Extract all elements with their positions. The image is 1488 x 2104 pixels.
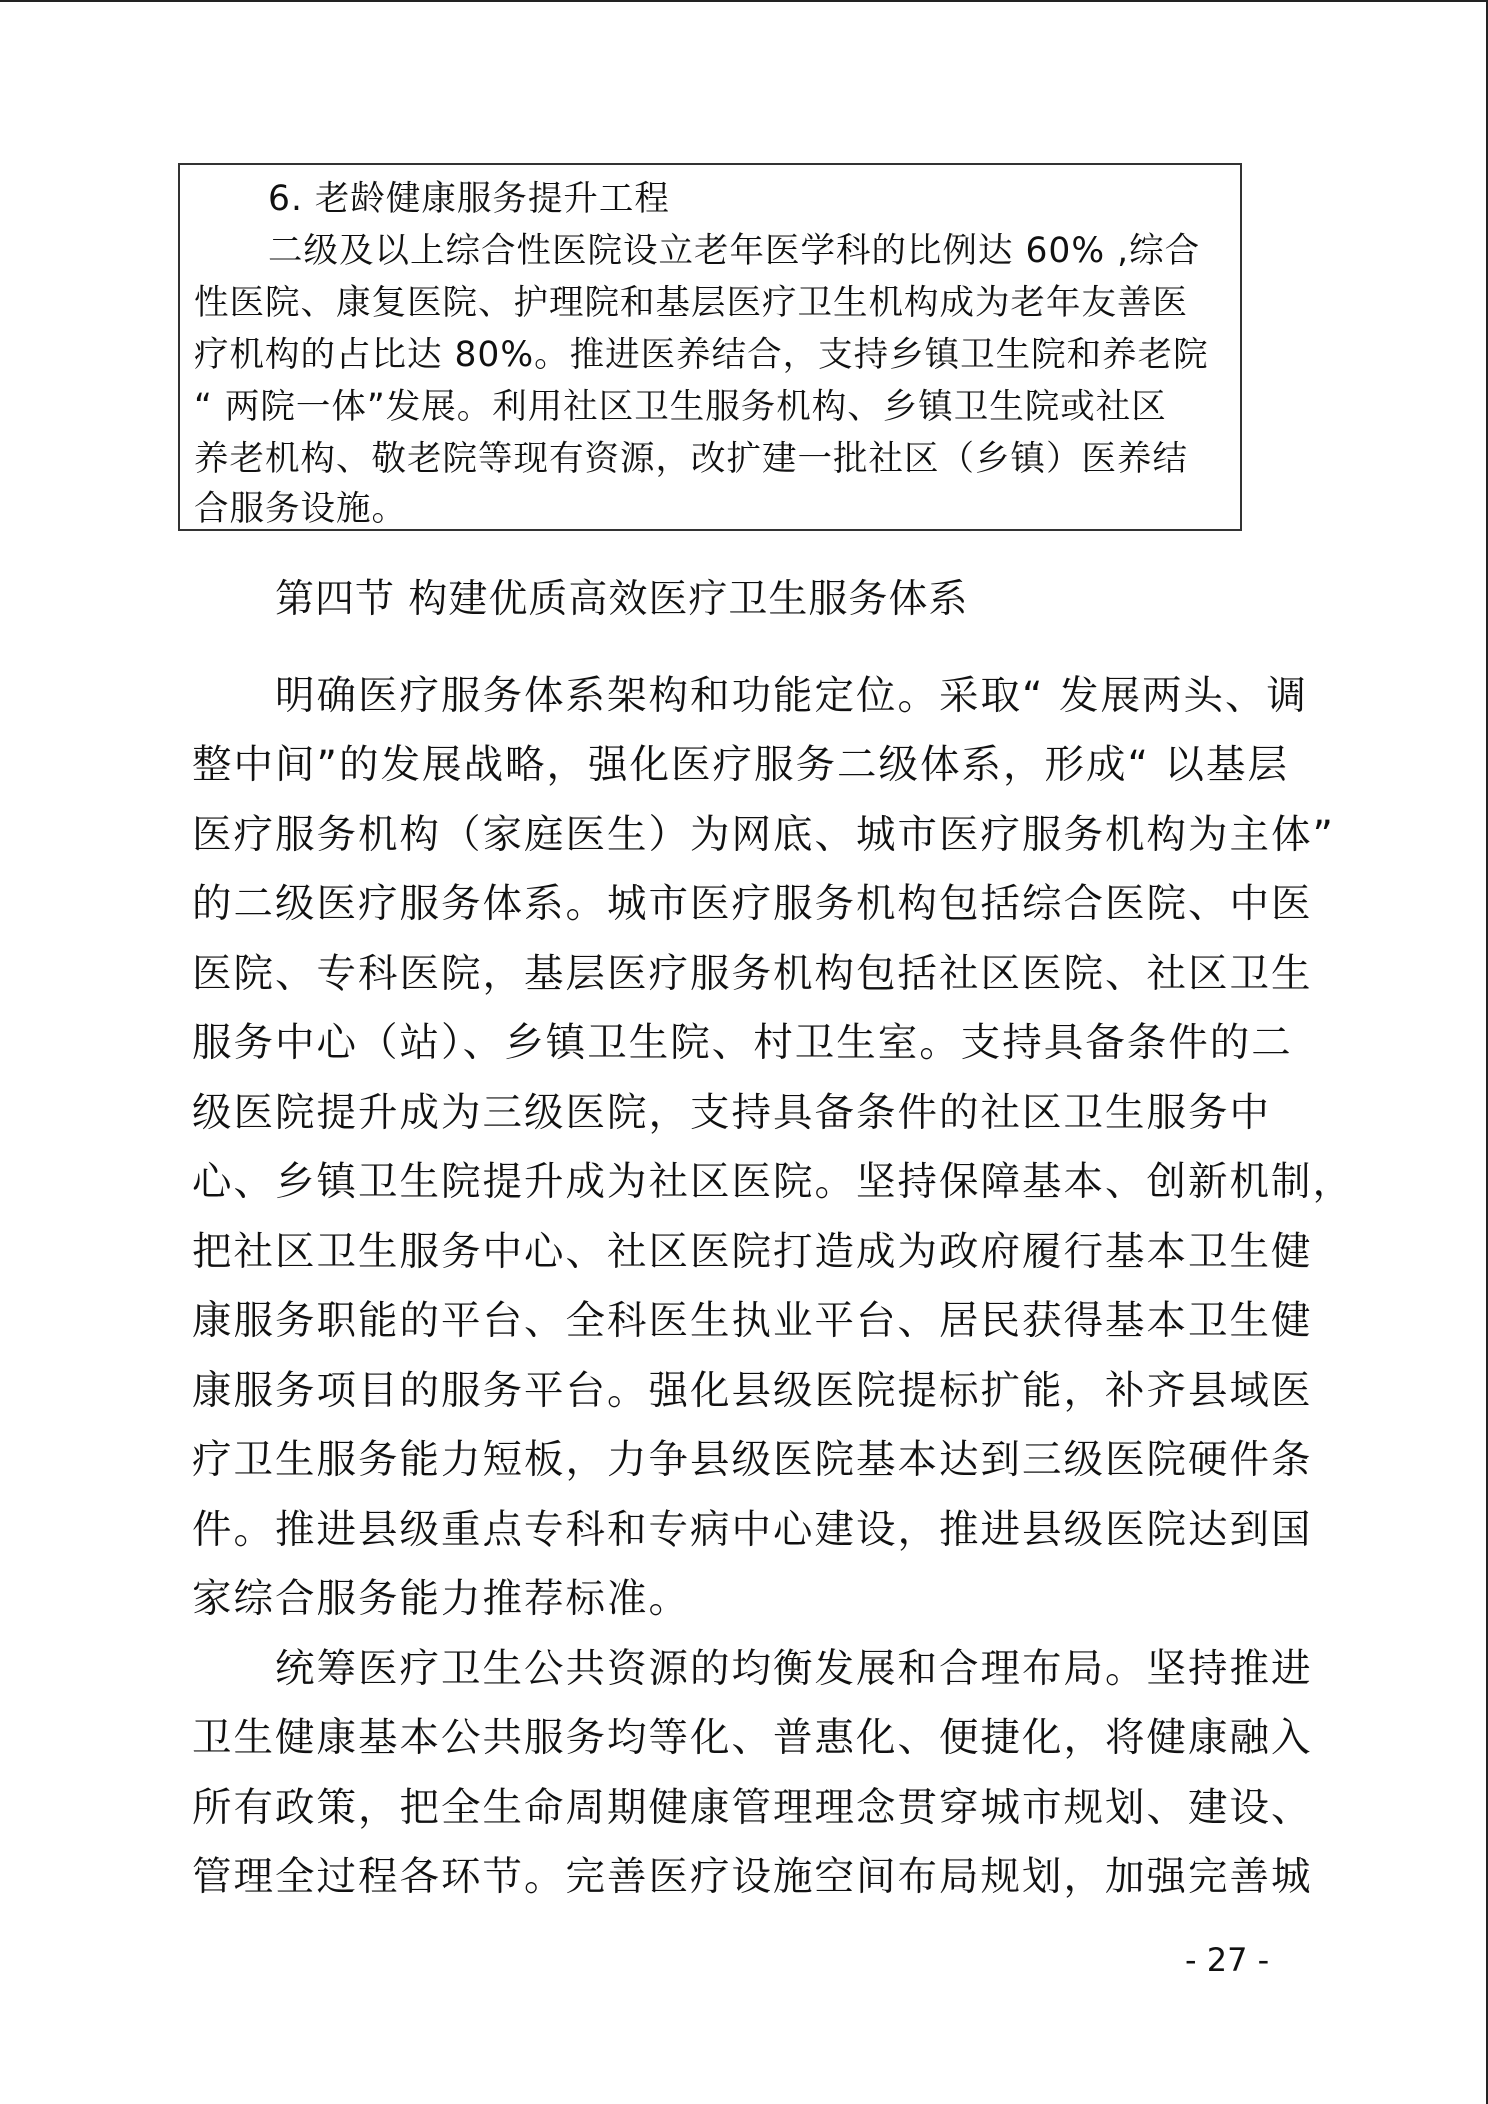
box-text-line: “ 两院一体”发展。利用社区卫生服务机构、乡镇卫生院或社区 bbox=[194, 387, 1167, 427]
section-heading: 第四节 构建优质高效医疗卫生服务体系 bbox=[275, 577, 969, 622]
paragraph-line: 统筹医疗卫生公共资源的均衡发展和合理布局。坚持推进 bbox=[275, 1646, 1313, 1692]
box-text-line: 合服务设施。 bbox=[194, 489, 407, 529]
paragraph-line: 把社区卫生服务中心、社区医院打造成为政府履行基本卫生健 bbox=[192, 1229, 1313, 1275]
paragraph-line: 级医院提升成为三级医院，支持具备条件的社区卫生服务中 bbox=[192, 1090, 1271, 1136]
box-title: 6. 老龄健康服务提升工程 bbox=[268, 179, 670, 219]
paragraph-line: 医疗服务机构（家庭医生）为网底、城市医疗服务机构为主体” bbox=[192, 812, 1335, 858]
paragraph-line: 康服务项目的服务平台。强化县级医院提标扩能，补齐县域医 bbox=[192, 1368, 1313, 1414]
paragraph-line: 整中间”的发展战略，强化医疗服务二级体系，形成“ 以基层 bbox=[192, 742, 1289, 788]
page-edge-top bbox=[0, 0, 1488, 2]
paragraph-line: 的二级医疗服务体系。城市医疗服务机构包括综合医院、中医 bbox=[192, 881, 1313, 927]
paragraph-line: 明确医疗服务体系架构和功能定位。采取“ 发展两头、调 bbox=[275, 673, 1309, 719]
paragraph-line: 康服务职能的平台、全科医生执业平台、居民获得基本卫生健 bbox=[192, 1298, 1313, 1344]
paragraph-line: 卫生健康基本公共服务均等化、普惠化、便捷化，将健康融入 bbox=[192, 1715, 1313, 1761]
paragraph-line: 心、乡镇卫生院提升成为社区医院。坚持保障基本、创新机制， bbox=[192, 1159, 1354, 1205]
paragraph-line: 疗卫生服务能力短板，力争县级医院基本达到三级医院硬件条 bbox=[192, 1437, 1313, 1483]
paragraph-line: 管理全过程各环节。完善医疗设施空间布局规划，加强完善城 bbox=[192, 1854, 1313, 1900]
highlight-box bbox=[178, 163, 1242, 531]
paragraph-line: 所有政策，把全生命周期健康管理理念贯穿城市规划、建设、 bbox=[192, 1785, 1313, 1831]
page-number: - 27 - bbox=[1185, 1941, 1270, 1979]
paragraph-line: 服务中心（站）、乡镇卫生院、村卫生室。支持具备条件的二 bbox=[192, 1020, 1293, 1066]
paragraph-line: 家综合服务能力推荐标准。 bbox=[192, 1576, 690, 1622]
box-text-line: 疗机构的占比达 80%。推进医养结合，支持乡镇卫生院和养老院 bbox=[194, 335, 1209, 375]
box-text-line: 养老机构、敬老院等现有资源，改扩建一批社区（乡镇）医养结 bbox=[194, 439, 1188, 479]
box-text-line: 性医院、康复医院、护理院和基层医疗卫生机构成为老年友善医 bbox=[194, 283, 1188, 323]
paragraph-line: 件。推进县级重点专科和专病中心建设，推进县级医院达到国 bbox=[192, 1507, 1313, 1553]
box-text-line: 二级及以上综合性医院设立老年医学科的比例达 60% ,综合 bbox=[268, 231, 1201, 271]
paragraph-line: 医院、专科医院，基层医疗服务机构包括社区医院、社区卫生 bbox=[192, 951, 1313, 997]
